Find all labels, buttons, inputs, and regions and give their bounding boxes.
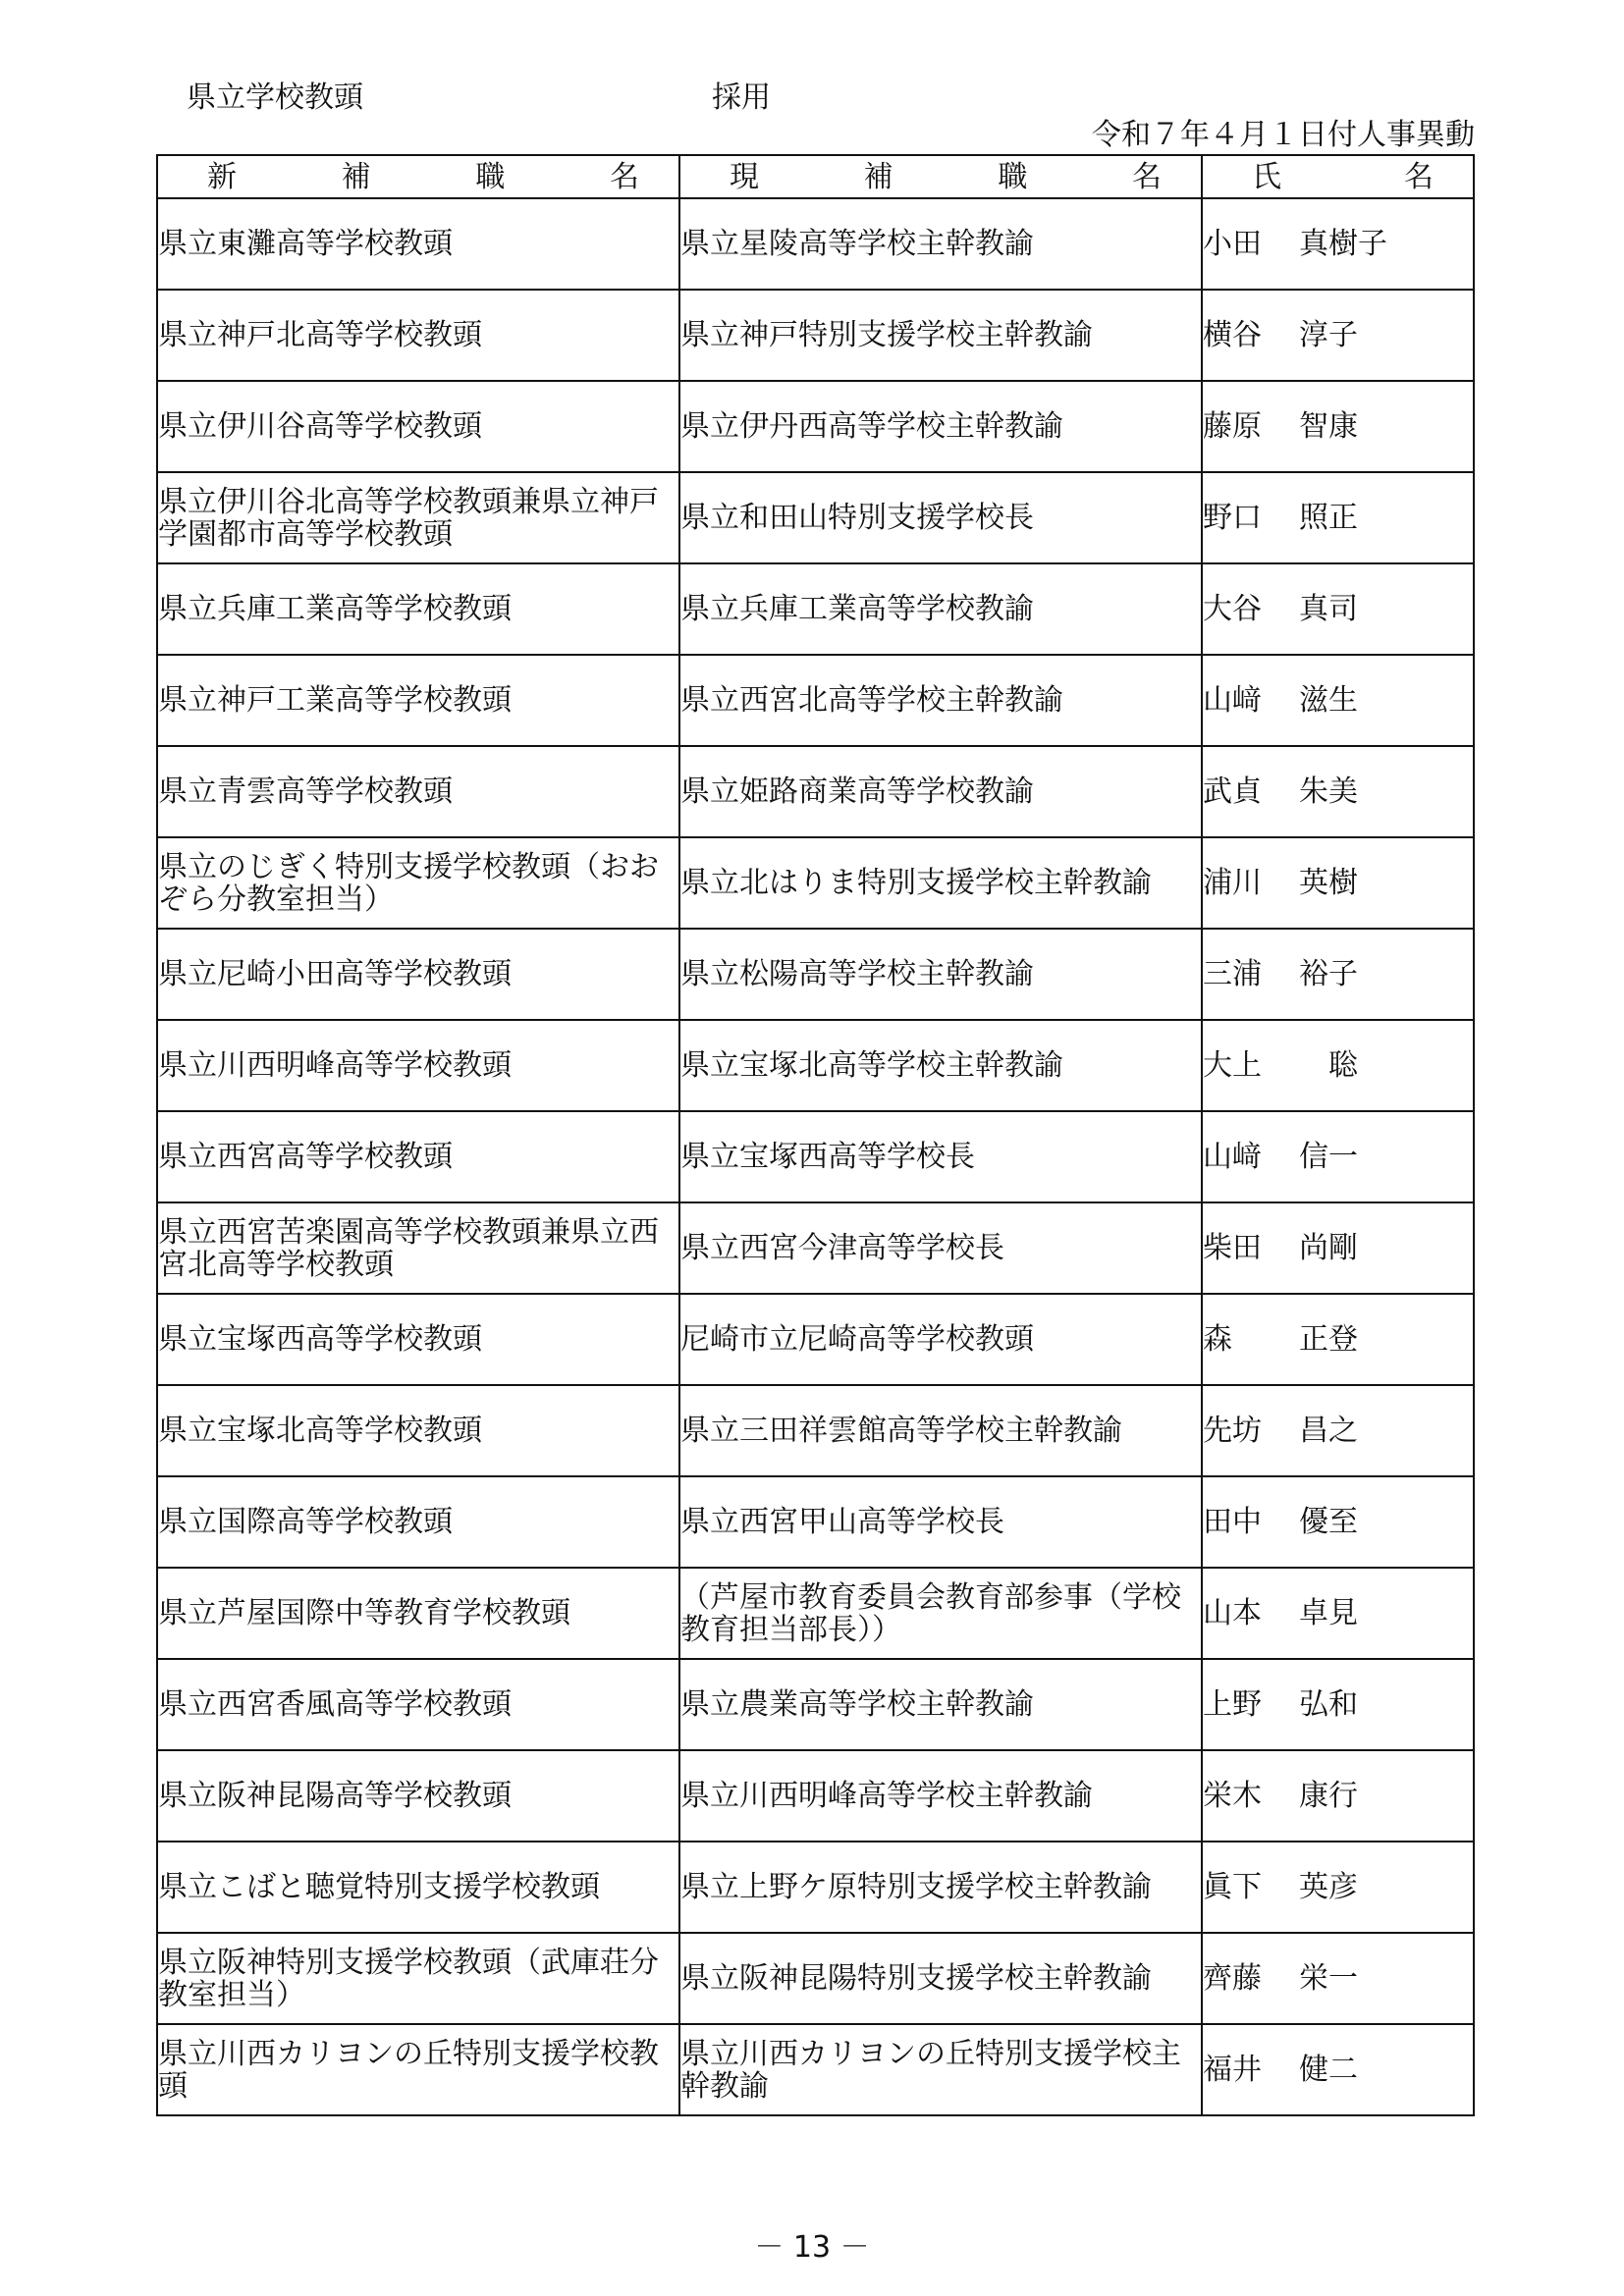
current-position-cell: 県立川西明峰高等学校主幹教諭 <box>679 1750 1202 1842</box>
given-name: 弘和 <box>1299 1687 1358 1722</box>
current-position-cell: 県立上野ケ原特別支援学校主幹教諭 <box>679 1842 1202 1933</box>
current-position-cell: 県立伊丹西高等学校主幹教諭 <box>679 381 1202 472</box>
new-position-cell: 県立国際高等学校教頭 <box>157 1476 679 1568</box>
given-name: 真司 <box>1299 592 1358 626</box>
surname: 野口 <box>1203 501 1262 535</box>
table-row <box>157 2024 1474 2115</box>
given-name: 朱美 <box>1299 774 1358 809</box>
header-char: 名 <box>1404 159 1434 194</box>
surname: 齊藤 <box>1203 1961 1262 1996</box>
current-position-cell: 県立川西カリヨンの丘特別支援学校主幹教諭 <box>679 2024 1202 2115</box>
table-row <box>157 837 1474 929</box>
name-cell <box>1202 1659 1474 1750</box>
surname: 先坊 <box>1203 1414 1262 1448</box>
new-position-cell: 県立川西カリヨンの丘特別支援学校教頭 <box>157 2024 679 2115</box>
given-name: 英彦 <box>1299 1870 1358 1904</box>
header-new-position <box>157 155 679 198</box>
name-cell <box>1202 290 1474 381</box>
current-position-cell: 県立三田祥雲館高等学校主幹教諭 <box>679 1385 1202 1476</box>
header-char: 職 <box>998 159 1028 194</box>
name-cell <box>1202 563 1474 655</box>
new-position-cell: 県立伊川谷北高等学校教頭兼県立神戸学園都市高等学校教頭 <box>157 472 679 563</box>
name-cell <box>1202 1933 1474 2024</box>
surname: 藤原 <box>1203 409 1262 444</box>
page-number: － 13 － <box>754 2230 870 2265</box>
surname: 小田 <box>1203 227 1262 261</box>
new-position-cell: 県立芦屋国際中等教育学校教頭 <box>157 1568 679 1659</box>
current-position-cell: 県立西宮甲山高等学校長 <box>679 1476 1202 1568</box>
table-row <box>157 929 1474 1020</box>
current-position-cell: 県立宝塚北高等学校主幹教諭 <box>679 1020 1202 1111</box>
given-name: 智康 <box>1299 409 1358 444</box>
table-row <box>157 1933 1474 2024</box>
table-row <box>157 1659 1474 1750</box>
new-position-cell: 県立阪神特別支援学校教頭（武庫荘分教室担当） <box>157 1933 679 2024</box>
table-row <box>157 290 1474 381</box>
name-cell <box>1202 837 1474 929</box>
new-position-cell: 県立伊川谷高等学校教頭 <box>157 381 679 472</box>
given-name: 康行 <box>1299 1779 1358 1813</box>
new-position-cell: 県立西宮高等学校教頭 <box>157 1111 679 1202</box>
surname: 山﨑 <box>1203 1140 1262 1174</box>
current-position-cell: （芦屋市教育委員会教育部参事（学校教育担当部長）） <box>679 1568 1202 1659</box>
table-row <box>157 1202 1474 1294</box>
surname: 三浦 <box>1203 957 1262 991</box>
name-cell <box>1202 1020 1474 1111</box>
current-position-cell: 尼崎市立尼崎高等学校教頭 <box>679 1294 1202 1385</box>
name-cell <box>1202 746 1474 837</box>
header-char: 新 <box>207 159 237 194</box>
new-position-cell: 県立尼崎小田高等学校教頭 <box>157 929 679 1020</box>
header-char: 補 <box>863 159 893 194</box>
surname: 森 <box>1203 1322 1232 1357</box>
new-position-cell: 県立のじぎく特別支援学校教頭（おおぞら分教室担当） <box>157 837 679 929</box>
surname: 浦川 <box>1203 866 1262 900</box>
table-row <box>157 1476 1474 1568</box>
current-position-cell: 県立姫路商業高等学校教諭 <box>679 746 1202 837</box>
given-name: 健二 <box>1299 2053 1358 2087</box>
header-char: 名 <box>609 159 639 194</box>
given-name: 聡 <box>1328 1048 1358 1083</box>
table-row <box>157 198 1474 290</box>
surname: 田中 <box>1203 1505 1262 1539</box>
table-header <box>157 155 1474 198</box>
surname: 福井 <box>1203 2053 1262 2087</box>
new-position-cell: 県立宝塚北高等学校教頭 <box>157 1385 679 1476</box>
name-cell <box>1202 1111 1474 1202</box>
personnel-table <box>156 154 1475 2116</box>
table-row <box>157 381 1474 472</box>
surname: 栄木 <box>1203 1779 1262 1813</box>
new-position-cell: 県立こばと聴覚特別支援学校教頭 <box>157 1842 679 1933</box>
surname: 大上 <box>1203 1048 1262 1083</box>
table-row <box>157 1385 1474 1476</box>
name-cell <box>1202 1842 1474 1933</box>
name-cell <box>1202 1385 1474 1476</box>
table-row <box>157 1020 1474 1111</box>
surname: 武貞 <box>1203 774 1262 809</box>
header-name <box>1202 155 1474 198</box>
header-current-position <box>679 155 1202 198</box>
name-cell <box>1202 1750 1474 1842</box>
current-position-cell: 県立阪神昆陽特別支援学校主幹教諭 <box>679 1933 1202 2024</box>
table-row <box>157 655 1474 746</box>
given-name: 真樹子 <box>1299 227 1387 261</box>
name-cell <box>1202 2024 1474 2115</box>
given-name: 尚剛 <box>1299 1231 1358 1265</box>
new-position-cell: 県立神戸工業高等学校教頭 <box>157 655 679 746</box>
name-cell <box>1202 655 1474 746</box>
new-position-cell: 県立川西明峰高等学校教頭 <box>157 1020 679 1111</box>
new-position-cell: 県立阪神昆陽高等学校教頭 <box>157 1750 679 1842</box>
current-position-cell: 県立北はりま特別支援学校主幹教諭 <box>679 837 1202 929</box>
given-name: 信一 <box>1299 1140 1358 1174</box>
new-position-cell: 県立西宮苦楽園高等学校教頭兼県立西宮北高等学校教頭 <box>157 1202 679 1294</box>
table-row <box>157 563 1474 655</box>
header-char: 氏 <box>1252 159 1281 194</box>
document-category: 県立学校教頭 <box>187 80 363 115</box>
table-row <box>157 472 1474 563</box>
header-char: 現 <box>730 159 759 194</box>
given-name: 照正 <box>1299 501 1358 535</box>
surname: 山本 <box>1203 1596 1262 1630</box>
name-cell <box>1202 381 1474 472</box>
surname: 横谷 <box>1203 318 1262 352</box>
surname: 眞下 <box>1203 1870 1262 1904</box>
current-position-cell: 県立和田山特別支援学校長 <box>679 472 1202 563</box>
given-name: 昌之 <box>1299 1414 1358 1448</box>
effective-date: 令和７年４月１日付人事異動 <box>1092 118 1475 152</box>
current-position-cell: 県立西宮北高等学校主幹教諭 <box>679 655 1202 746</box>
current-position-cell: 県立兵庫工業高等学校教諭 <box>679 563 1202 655</box>
surname: 山﨑 <box>1203 683 1262 718</box>
new-position-cell: 県立青雲高等学校教頭 <box>157 746 679 837</box>
name-cell <box>1202 198 1474 290</box>
given-name: 優至 <box>1299 1505 1358 1539</box>
surname: 大谷 <box>1203 592 1262 626</box>
table-body <box>157 198 1474 2115</box>
name-cell <box>1202 1294 1474 1385</box>
name-cell <box>1202 929 1474 1020</box>
current-position-cell: 県立農業高等学校主幹教諭 <box>679 1659 1202 1750</box>
table-row <box>157 1294 1474 1385</box>
table-row <box>157 1842 1474 1933</box>
table-row <box>157 1111 1474 1202</box>
name-cell <box>1202 1202 1474 1294</box>
header-char: 名 <box>1131 159 1162 194</box>
current-position-cell: 県立星陵高等学校主幹教諭 <box>679 198 1202 290</box>
given-name: 正登 <box>1299 1322 1358 1357</box>
header-row <box>157 155 1474 198</box>
given-name: 淳子 <box>1299 318 1358 352</box>
new-position-cell: 県立神戸北高等学校教頭 <box>157 290 679 381</box>
header-char: 補 <box>341 159 371 194</box>
name-cell <box>1202 472 1474 563</box>
table-row <box>157 1568 1474 1659</box>
appointment-type: 採用 <box>712 80 771 115</box>
table-row <box>157 1750 1474 1842</box>
given-name: 卓見 <box>1299 1596 1358 1630</box>
surname: 柴田 <box>1203 1231 1262 1265</box>
header-char: 職 <box>475 159 506 194</box>
name-cell <box>1202 1476 1474 1568</box>
new-position-cell: 県立東灘高等学校教頭 <box>157 198 679 290</box>
given-name: 裕子 <box>1299 957 1358 991</box>
given-name: 滋生 <box>1299 683 1358 718</box>
table-row <box>157 746 1474 837</box>
given-name: 栄一 <box>1299 1961 1358 1996</box>
new-position-cell: 県立兵庫工業高等学校教頭 <box>157 563 679 655</box>
new-position-cell: 県立西宮香風高等学校教頭 <box>157 1659 679 1750</box>
current-position-cell: 県立宝塚西高等学校長 <box>679 1111 1202 1202</box>
surname: 上野 <box>1203 1687 1262 1722</box>
current-position-cell: 県立松陽高等学校主幹教諭 <box>679 929 1202 1020</box>
current-position-cell: 県立神戸特別支援学校主幹教諭 <box>679 290 1202 381</box>
new-position-cell: 県立宝塚西高等学校教頭 <box>157 1294 679 1385</box>
current-position-cell: 県立西宮今津高等学校長 <box>679 1202 1202 1294</box>
given-name: 英樹 <box>1299 866 1358 900</box>
name-cell <box>1202 1568 1474 1659</box>
